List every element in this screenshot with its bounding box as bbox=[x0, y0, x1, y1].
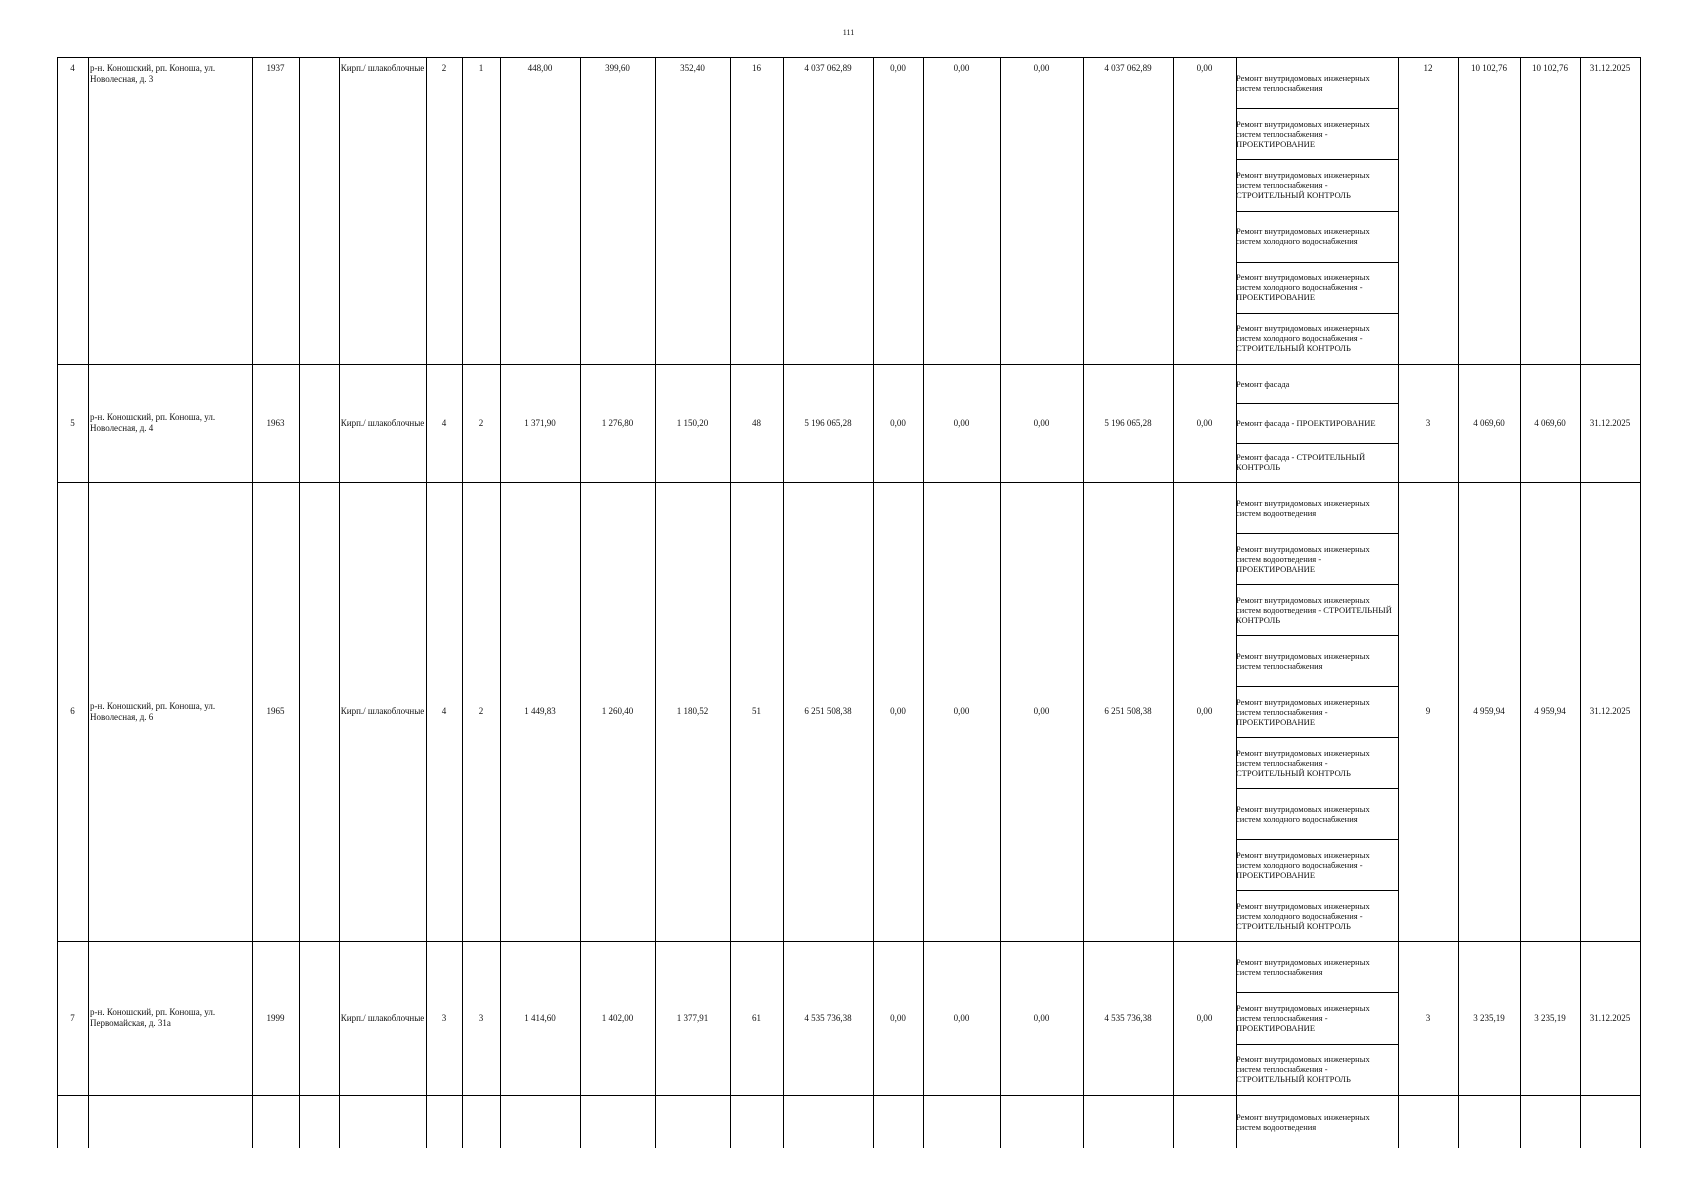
cell-fund-federal: 0,00 bbox=[890, 63, 906, 73]
cell-total-cost: 6 251 508,38 bbox=[804, 706, 852, 716]
work-item: Ремонт внутридомовых инженерных систем водоотведения bbox=[1236, 498, 1370, 518]
cell-deadline: 31.12.2025 bbox=[1589, 1012, 1631, 1023]
cell-unit-cost: 10 102,76 bbox=[1471, 63, 1507, 73]
cell-entrances: 2 bbox=[478, 417, 484, 428]
cell-area-premises: 1 276,80 bbox=[601, 417, 634, 428]
work-separator bbox=[1236, 686, 1399, 687]
work-separator bbox=[1236, 403, 1399, 404]
cell-unit-cost: 4 069,60 bbox=[1473, 417, 1505, 428]
row-separator bbox=[57, 1095, 1641, 1096]
work-item: Ремонт внутридомовых инженерных систем теплоснабжения bbox=[1236, 73, 1370, 93]
cell-fund-owners: 4 037 062,89 bbox=[1104, 63, 1152, 73]
cell-year: 1937 bbox=[266, 63, 285, 73]
cell-work-count: 12 bbox=[1423, 63, 1433, 73]
work-item: Ремонт внутридомовых инженерных систем теплоснабжения - СТРОИТЕЛЬНЫЙ КОНТРОЛЬ bbox=[1236, 170, 1370, 200]
column-rule bbox=[655, 57, 656, 1148]
cell-fund-local: 0,00 bbox=[1033, 417, 1050, 428]
cell-work-count: 9 bbox=[1425, 706, 1431, 716]
work-separator bbox=[1236, 108, 1399, 109]
cell-no: 6 bbox=[70, 706, 75, 716]
column-rule bbox=[1520, 57, 1521, 1148]
table-top-rule bbox=[57, 57, 1641, 58]
work-item: Ремонт фасада - СТРОИТЕЛЬНЫЙ КОНТРОЛЬ bbox=[1236, 452, 1366, 472]
work-separator bbox=[1236, 992, 1399, 993]
cell-walls: Кирп./ шлакоблочные bbox=[340, 63, 425, 73]
cell-fund-federal: 0,00 bbox=[890, 1012, 906, 1023]
column-rule bbox=[1458, 57, 1459, 1148]
column-rule bbox=[252, 57, 253, 1148]
cell-floors: 3 bbox=[441, 1012, 447, 1023]
column-rule bbox=[580, 57, 581, 1148]
cell-fund-other: 0,00 bbox=[1196, 63, 1213, 73]
work-separator bbox=[1236, 635, 1399, 636]
cell-floors: 4 bbox=[441, 706, 447, 716]
work-item: Ремонт внутридомовых инженерных систем теплоснабжения - ПРОЕКТИРОВАНИЕ bbox=[1236, 1003, 1370, 1033]
column-rule bbox=[1173, 57, 1174, 1148]
work-item: Ремонт внутридомовых инженерных систем теплоснабжения - ПРОЕКТИРОВАНИЕ bbox=[1236, 697, 1370, 727]
cell-floors: 2 bbox=[441, 63, 447, 73]
work-item: Ремонт внутридомовых инженерных систем теплоснабжения bbox=[1236, 651, 1370, 671]
cell-area-residential: 1 377,91 bbox=[676, 1012, 709, 1023]
cell-deadline: 31.12.2025 bbox=[1589, 706, 1631, 716]
page-number: 111 bbox=[842, 28, 855, 37]
cell-fund-owners: 6 251 508,38 bbox=[1104, 706, 1152, 716]
cell-fund-owners: 5 196 065,28 bbox=[1104, 417, 1152, 428]
cell-no: 7 bbox=[70, 1012, 75, 1023]
work-item: Ремонт внутридомовых инженерных систем теплоснабжения bbox=[1236, 957, 1370, 977]
column-rule bbox=[923, 57, 924, 1148]
cell-total-area: 1 414,60 bbox=[524, 1012, 556, 1023]
cell-address: р-н. Коношский, рп. Коноша, ул. Первомайская, д. 31а bbox=[90, 1007, 216, 1028]
work-separator bbox=[1236, 159, 1399, 160]
cell-fund-regional: 0,00 bbox=[953, 1012, 970, 1023]
cell-area-premises: 1 260,40 bbox=[601, 706, 634, 716]
cell-fund-local: 0,00 bbox=[1033, 63, 1050, 73]
cell-total-area: 448,00 bbox=[527, 63, 553, 73]
work-item: Ремонт фасада - ПРОЕКТИРОВАНИЕ bbox=[1236, 418, 1376, 428]
work-separator bbox=[1236, 262, 1399, 263]
column-rule bbox=[57, 57, 58, 1148]
column-rule bbox=[462, 57, 463, 1148]
cell-max-unit-cost: 4 959,94 bbox=[1534, 706, 1566, 716]
cell-area-residential: 1 150,20 bbox=[676, 417, 709, 428]
work-separator bbox=[1236, 211, 1399, 212]
cell-total-cost: 5 196 065,28 bbox=[804, 417, 852, 428]
column-rule bbox=[339, 57, 340, 1148]
cell-area-premises: 1 402,00 bbox=[601, 1012, 634, 1023]
cell-fund-local: 0,00 bbox=[1033, 706, 1050, 716]
work-separator bbox=[1236, 584, 1399, 585]
cell-residents: 48 bbox=[752, 417, 761, 428]
cell-fund-regional: 0,00 bbox=[953, 63, 970, 73]
column-rule bbox=[783, 57, 784, 1148]
cell-walls: Кирп./ шлакоблочные bbox=[340, 706, 425, 716]
work-separator bbox=[1236, 313, 1399, 314]
row-separator bbox=[57, 941, 1641, 942]
cell-work-count: 3 bbox=[1425, 417, 1431, 428]
column-rule bbox=[873, 57, 874, 1148]
column-rule bbox=[1000, 57, 1001, 1148]
cell-entrances: 2 bbox=[478, 706, 484, 716]
column-rule bbox=[1640, 57, 1641, 1148]
work-separator bbox=[1236, 1044, 1399, 1045]
cell-total-cost: 4 037 062,89 bbox=[804, 63, 852, 73]
work-item: Ремонт внутридомовых инженерных систем холодного водоснабжения - ПРОЕКТИРОВАНИЕ bbox=[1236, 272, 1370, 302]
cell-total-area: 1 371,90 bbox=[524, 417, 556, 428]
cell-residents: 16 bbox=[752, 63, 761, 73]
cell-fund-local: 0,00 bbox=[1033, 1012, 1050, 1023]
work-separator bbox=[1236, 533, 1399, 534]
cell-address: р-н. Коношский, рп. Коноша, ул. Новолесная, д. 3 bbox=[90, 63, 216, 84]
cell-work-count: 3 bbox=[1425, 1012, 1431, 1023]
cell-max-unit-cost: 10 102,76 bbox=[1532, 63, 1568, 73]
column-rule bbox=[299, 57, 300, 1148]
cell-area-residential: 352,40 bbox=[680, 63, 705, 73]
work-item: Ремонт внутридомовых инженерных систем теплоснабжения - СТРОИТЕЛЬНЫЙ КОНТРОЛЬ bbox=[1236, 748, 1370, 778]
column-rule bbox=[88, 57, 89, 1148]
cell-year: 1999 bbox=[266, 1012, 285, 1023]
cell-residents: 61 bbox=[752, 1012, 761, 1023]
work-item: Ремонт внутридомовых инженерных систем водоотведения bbox=[1236, 1112, 1370, 1132]
row-separator bbox=[57, 364, 1641, 365]
cell-fund-federal: 0,00 bbox=[890, 706, 906, 716]
cell-address: р-н. Коношский, рп. Коноша, ул. Новолесная, д. 6 bbox=[90, 700, 216, 722]
cell-fund-regional: 0,00 bbox=[953, 417, 970, 428]
cell-max-unit-cost: 3 235,19 bbox=[1534, 1012, 1566, 1023]
column-rule bbox=[426, 57, 427, 1148]
work-item: Ремонт внутридомовых инженерных систем теплоснабжения - ПРОЕКТИРОВАНИЕ bbox=[1236, 119, 1370, 149]
work-item: Ремонт внутридомовых инженерных систем теплоснабжения - СТРОИТЕЛЬНЫЙ КОНТРОЛЬ bbox=[1236, 1054, 1370, 1084]
row-separator bbox=[57, 482, 1641, 483]
work-separator bbox=[1236, 443, 1399, 444]
cell-walls: Кирп./ шлакоблочные bbox=[340, 1012, 425, 1023]
cell-year: 1965 bbox=[266, 706, 285, 716]
column-rule bbox=[1398, 57, 1399, 1148]
cell-fund-other: 0,00 bbox=[1196, 417, 1213, 428]
column-rule bbox=[500, 57, 501, 1148]
cell-entrances: 1 bbox=[478, 63, 484, 73]
cell-entrances: 3 bbox=[478, 1012, 484, 1023]
cell-floors: 4 bbox=[441, 417, 447, 428]
work-item: Ремонт внутридомовых инженерных систем холодного водоснабжения - СТРОИТЕЛЬНЫЙ КОНТРОЛЬ bbox=[1236, 323, 1370, 353]
column-rule bbox=[730, 57, 731, 1148]
cell-walls: Кирп./ шлакоблочные bbox=[340, 417, 425, 428]
cell-total-area: 1 449,83 bbox=[524, 706, 556, 716]
cell-fund-other: 0,00 bbox=[1196, 1012, 1213, 1023]
work-item: Ремонт внутридомовых инженерных систем холодного водоснабжения - СТРОИТЕЛЬНЫЙ КОНТРОЛЬ bbox=[1236, 901, 1370, 931]
cell-fund-regional: 0,00 bbox=[953, 706, 970, 716]
cell-no: 5 bbox=[70, 417, 75, 428]
cell-year: 1963 bbox=[266, 417, 285, 428]
cell-total-cost: 4 535 736,38 bbox=[804, 1012, 852, 1023]
work-separator bbox=[1236, 839, 1399, 840]
cell-fund-owners: 4 535 736,38 bbox=[1104, 1012, 1152, 1023]
work-separator bbox=[1236, 737, 1399, 738]
cell-residents: 51 bbox=[752, 706, 761, 716]
cell-deadline: 31.12.2025 bbox=[1589, 417, 1631, 428]
work-separator bbox=[1236, 788, 1399, 789]
work-item: Ремонт внутридомовых инженерных систем холодного водоснабжения bbox=[1236, 226, 1370, 246]
cell-fund-federal: 0,00 bbox=[890, 417, 906, 428]
work-item: Ремонт внутридомовых инженерных систем холодного водоснабжения - ПРОЕКТИРОВАНИЕ bbox=[1236, 850, 1370, 880]
column-rule bbox=[1580, 57, 1581, 1148]
cell-deadline: 31.12.2025 bbox=[1589, 63, 1631, 73]
work-separator bbox=[1236, 890, 1399, 891]
cell-no: 4 bbox=[70, 63, 75, 73]
work-item: Ремонт внутридомовых инженерных систем холодного водоснабжения bbox=[1236, 804, 1370, 824]
cell-max-unit-cost: 4 069,60 bbox=[1534, 417, 1566, 428]
work-item: Ремонт внутридомовых инженерных систем водоотведения - СТРОИТЕЛЬНЫЙ КОНТРОЛЬ bbox=[1236, 595, 1392, 625]
cell-address: р-н. Коношский, рп. Коноша, ул. Новолесная, д. 4 bbox=[90, 412, 216, 433]
cell-unit-cost: 4 959,94 bbox=[1473, 706, 1505, 716]
cell-fund-other: 0,00 bbox=[1196, 706, 1213, 716]
cell-area-residential: 1 180,52 bbox=[676, 706, 709, 716]
column-rule bbox=[1083, 57, 1084, 1148]
work-item: Ремонт внутридомовых инженерных систем водоотведения - ПРОЕКТИРОВАНИЕ bbox=[1236, 544, 1370, 574]
cell-unit-cost: 3 235,19 bbox=[1473, 1012, 1505, 1023]
work-item: Ремонт фасада bbox=[1236, 379, 1290, 389]
cell-area-premises: 399,60 bbox=[605, 63, 630, 73]
